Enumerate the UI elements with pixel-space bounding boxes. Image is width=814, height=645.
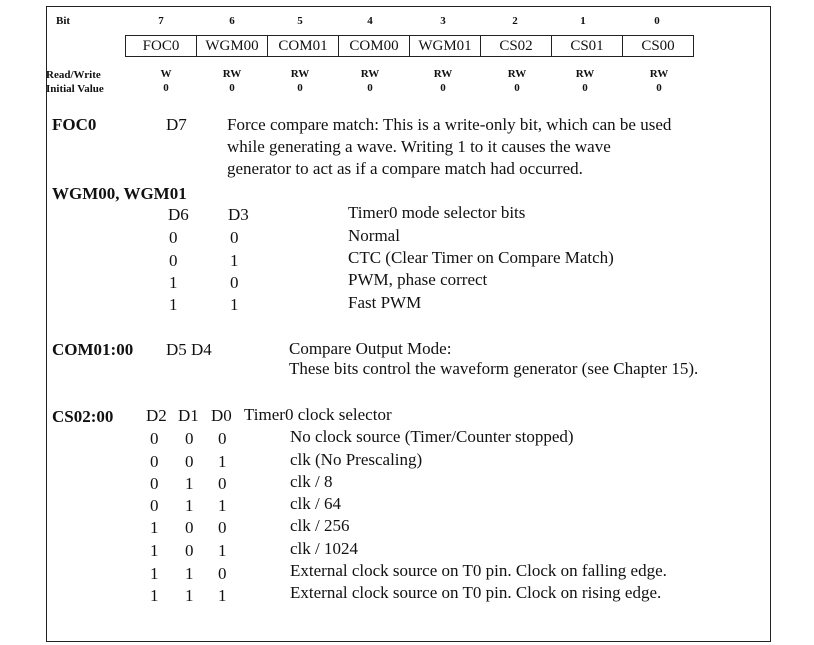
bit-cell-com00: COM00 (338, 35, 410, 57)
wgm-col-header: D3 (228, 205, 249, 224)
cs-desc: clk / 8 (290, 472, 333, 491)
cs-desc: No clock source (Timer/Counter stopped) (290, 427, 574, 446)
cs-desc-header: Timer0 clock selector (244, 405, 392, 424)
cs-cell: 1 (185, 474, 194, 493)
rw-value: RW (222, 68, 242, 80)
com-desc-line: These bits control the waveform generator (see Chapter 15). (289, 359, 699, 378)
rw-value: RW (507, 68, 527, 80)
cs-cell: 1 (218, 541, 227, 560)
cs-cell: 1 (150, 564, 159, 583)
cs-cell: 1 (218, 496, 227, 515)
bit-cell-foc0: FOC0 (125, 35, 197, 57)
com-bits: D5 D4 (166, 340, 212, 359)
cs-desc: External clock source on T0 pin. Clock on falling edge. (290, 561, 667, 580)
init-value: 0 (656, 82, 662, 94)
cs-cell: 0 (218, 429, 227, 448)
cs-cell: 0 (185, 541, 194, 560)
cs-cell: 1 (150, 518, 159, 537)
cs-desc: clk / 1024 (290, 539, 358, 558)
cs-cell: 1 (218, 586, 227, 605)
rw-value: RW (290, 68, 310, 80)
init-value: 0 (229, 82, 235, 94)
wgm-desc: PWM, phase correct (348, 270, 488, 289)
cs-col-header: D2 (146, 406, 167, 425)
rw-value: RW (575, 68, 595, 80)
cs-cell: 1 (150, 541, 159, 560)
wgm-cell: 1 (169, 295, 178, 314)
wgm-desc: CTC (Clear Timer on Compare Match) (348, 248, 614, 267)
cs-cell: 1 (185, 564, 194, 583)
bit-number: 1 (580, 15, 586, 27)
com-label: COM01:00 (52, 340, 134, 359)
rw-value: RW (649, 68, 669, 80)
wgm-cell: 0 (169, 251, 178, 270)
bit-cell-cs01: CS01 (551, 35, 623, 57)
init-value: 0 (582, 82, 588, 94)
bit-cell-cs00: CS00 (622, 35, 694, 57)
bit-number: 4 (367, 15, 373, 27)
wgm-desc-header: Timer0 mode selector bits (348, 203, 526, 222)
cs-desc: External clock source on T0 pin. Clock on rising edge. (290, 583, 662, 602)
cs-col-header: D1 (178, 406, 199, 425)
cs-cell: 0 (218, 518, 227, 537)
wgm-cell: 1 (169, 273, 178, 292)
cs-cell: 1 (185, 586, 194, 605)
cs-cell: 0 (218, 474, 227, 493)
init-value: 0 (514, 82, 520, 94)
cs-desc: clk (No Prescaling) (290, 450, 423, 469)
bit-number: 2 (512, 15, 518, 27)
bit-cell-com01: COM01 (267, 35, 339, 57)
bit-number: 7 (158, 15, 164, 27)
cs-cell: 1 (185, 496, 194, 515)
rw-value: W (160, 68, 172, 80)
cs-label: CS02:00 (52, 407, 114, 426)
cs-cell: 0 (185, 452, 194, 471)
cs-cell: 0 (150, 429, 159, 448)
bit-number: 5 (297, 15, 303, 27)
bit-number: 0 (654, 15, 660, 27)
cs-cell: 1 (218, 452, 227, 471)
wgm-col-header: D6 (168, 205, 189, 224)
init-value: 0 (440, 82, 446, 94)
com-desc-line: Compare Output Mode: (289, 339, 452, 358)
foc0-desc-line: while generating a wave. Writing 1 to it causes the wave (227, 137, 611, 156)
bit-number: 3 (440, 15, 446, 27)
wgm-cell: 0 (169, 228, 178, 247)
cs-cell: 0 (185, 518, 194, 537)
bit-number: 6 (229, 15, 235, 27)
init-value: 0 (163, 82, 169, 94)
wgm-desc: Fast PWM (348, 293, 422, 312)
cs-cell: 0 (150, 474, 159, 493)
cs-cell: 0 (185, 429, 194, 448)
wgm-cell: 1 (230, 295, 239, 314)
cs-cell: 1 (150, 586, 159, 605)
init-value: 0 (297, 82, 303, 94)
cs-cell: 0 (150, 496, 159, 515)
cs-col-header: D0 (211, 406, 232, 425)
foc0-bit: D7 (166, 115, 187, 134)
bit-cell-wgm00: WGM00 (196, 35, 268, 57)
foc0-label: FOC0 (52, 115, 97, 134)
cs-cell: 0 (150, 452, 159, 471)
rw-value: RW (360, 68, 380, 80)
bit-cell-cs02: CS02 (480, 35, 552, 57)
wgm-desc: Normal (348, 226, 400, 245)
wgm-label: WGM00, WGM01 (52, 184, 187, 203)
foc0-desc-line: generator to act as if a compare match had occurred. (227, 159, 583, 178)
read-write-label: Read/Write (46, 69, 101, 81)
rw-value: RW (433, 68, 453, 80)
cs-desc: clk / 256 (290, 516, 350, 535)
cs-desc: clk / 64 (290, 494, 341, 513)
bit-label: Bit (56, 15, 71, 27)
wgm-cell: 0 (230, 228, 239, 247)
wgm-cell: 1 (230, 251, 239, 270)
bit-cell-wgm01: WGM01 (409, 35, 481, 57)
initial-value-label: Initial Value (46, 83, 104, 95)
init-value: 0 (367, 82, 373, 94)
wgm-cell: 0 (230, 273, 239, 292)
cs-cell: 0 (218, 564, 227, 583)
foc0-desc-line: Force compare match: This is a write-only bit, which can be used (227, 115, 672, 134)
